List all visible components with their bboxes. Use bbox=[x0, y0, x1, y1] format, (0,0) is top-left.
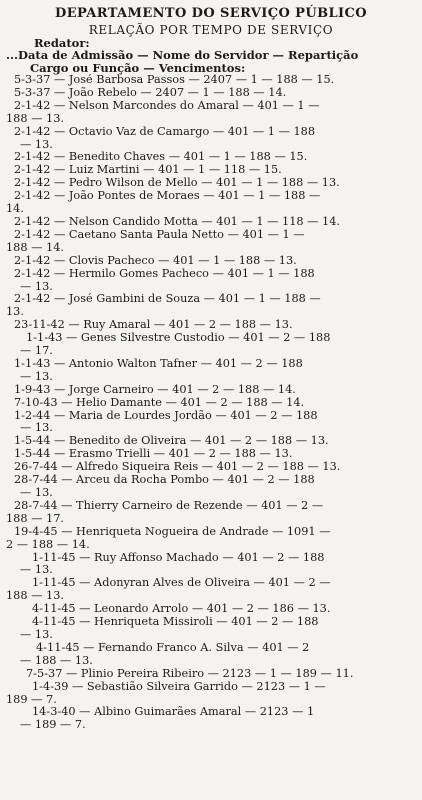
list-item: 7-10-43 — Helio Damante — 401 — 2 — 188 — 14. bbox=[14, 396, 305, 409]
servant-list bbox=[6, 74, 416, 732]
list-item: 14-3-40 — Albino Guimarães Amaral — 2123 — 1 bbox=[32, 706, 315, 719]
list-item: — 13. bbox=[20, 280, 53, 293]
list-item: — 13. bbox=[20, 422, 53, 435]
list-item: 28-7-44 — Thierry Carneiro de Rezende — 401 — 2 — bbox=[14, 499, 324, 512]
list-item: 4-11-45 — Henriqueta Missiroli — 401 — 2 — 188 bbox=[32, 616, 319, 629]
list-item: 188 — 17. bbox=[6, 512, 65, 525]
list-item: 2-1-42 — Hermilo Gomes Pacheco — 401 — 1 — 188 bbox=[14, 267, 315, 280]
document-title: DEPARTAMENTO DO SERVIÇO PÚBLICO bbox=[55, 6, 367, 21]
list-item: — 17. bbox=[20, 345, 53, 358]
list-item: 4-11-45 — Fernando Franco A. Silva — 401 — 2 bbox=[36, 641, 310, 654]
list-item: 5-3-37 — José Barbosa Passos — 2407 — 1 — 188 — 15. bbox=[14, 74, 335, 86]
list-item: — 13. bbox=[20, 487, 53, 499]
list-item: 2-1-42 — Caetano Santa Paula Netto — 401 — 1 — bbox=[14, 228, 305, 241]
list-item: 7-5-37 — Plinio Pereira Ribeiro — 2123 — 1 — 189 — 11. bbox=[26, 667, 354, 680]
list-item: 19-4-45 — Henriqueta Nogueira de Andrade — 1091 — bbox=[14, 525, 331, 538]
document-subtitle: RELAÇÃO POR TEMPO DE SERVIÇO bbox=[88, 23, 334, 37]
list-item: 1-4-39 — Sebastião Silveira Garrido — 2123 — 1 — bbox=[32, 680, 326, 693]
list-item: 188 — 13. bbox=[6, 112, 65, 125]
list-item: 1-5-44 — Benedito de Oliveira — 401 — 2 — 188 — 13. bbox=[14, 435, 329, 448]
list-item: 2 — 188 — 14. bbox=[6, 538, 90, 551]
list-item: 23-11-42 — Ruy Amaral — 401 — 2 — 188 — 13. bbox=[14, 319, 293, 332]
list-item: 1-11-45 — Ruy Affonso Machado — 401 — 2 — 188 bbox=[32, 551, 325, 564]
list-item: — 13. bbox=[20, 564, 53, 577]
list-item: 2-1-42 — João Pontes de Moraes — 401 — 1 — 188 — bbox=[14, 190, 321, 203]
list-item: — 13. bbox=[20, 370, 53, 383]
list-item: 2-1-42 — Clovis Pacheco — 401 — 1 — 188 — 13. bbox=[14, 254, 297, 267]
legend-line-2: Cargo ou Função — Vencimentos: bbox=[30, 60, 246, 75]
legend-line-1: ...Data de Admissão — Nome do Servidor — Repartição bbox=[6, 48, 359, 62]
list-item: 2-1-42 — Nelson Candido Motta — 401 — 1 — 118 — 14. bbox=[14, 215, 341, 228]
list-item: 5-3-37 — João Rebelo — 2407 — 1 — 188 — 14. bbox=[14, 86, 287, 99]
list-item: 2-1-42 — Benedito Chaves — 401 — 1 — 188 — 15. bbox=[14, 151, 308, 164]
column-legend bbox=[6, 49, 416, 74]
list-item: — 189 — 7. bbox=[20, 719, 86, 732]
list-item: 4-11-45 — Leonardo Arrolo — 401 — 2 — 186 — 13. bbox=[32, 603, 331, 616]
list-item: 14. bbox=[6, 203, 24, 216]
list-item: 28-7-44 — Arceu da Rocha Pombo — 401 — 2 — 188 bbox=[14, 474, 315, 487]
list-item: 2-1-42 — Luiz Martini — 401 — 1 — 118 — 15. bbox=[14, 164, 282, 177]
list-item: 1-11-45 — Adonyran Alves de Oliveira — 401 — 2 — bbox=[32, 577, 331, 590]
list-item: — 188 — 13. bbox=[20, 654, 93, 667]
list-item: 13. bbox=[6, 306, 24, 319]
list-item: 188 — 13. bbox=[6, 590, 65, 603]
list-item: — 13. bbox=[20, 628, 53, 641]
list-item: 2-1-42 — Octavio Vaz de Camargo — 401 — 1 — 188 bbox=[14, 125, 316, 138]
list-item: 1-2-44 — Maria de Lourdes Jordão — 401 — 2 — 188 bbox=[14, 409, 318, 422]
redator-label: Redator: bbox=[34, 36, 90, 50]
list-item: — 13. bbox=[20, 138, 53, 151]
list-item: 2-1-42 — Nelson Marcondes do Amaral — 401 — 1 — bbox=[14, 99, 320, 112]
list-item: 188 — 14. bbox=[6, 241, 65, 254]
list-item: 189 — 7. bbox=[6, 693, 57, 706]
list-item: 26-7-44 — Alfredo Siqueira Reis — 401 — 2 — 188 — 13. bbox=[14, 461, 341, 474]
list-item: 1-1-43 — Antonio Walton Tafner — 401 — 2 — 188 bbox=[14, 357, 303, 370]
list-item: 2-1-42 — José Gambini de Souza — 401 — 1 — 188 — bbox=[14, 293, 321, 306]
list-item: 1-5-44 — Erasmo Trielli — 401 — 2 — 188 — 13. bbox=[14, 448, 293, 461]
list-item: 2-1-42 — Pedro Wilson de Mello — 401 — 1 — 188 — 13. bbox=[14, 177, 340, 190]
list-item: 1-1-43 — Genes Silvestre Custodio — 401 — 2 — 188 bbox=[26, 332, 331, 345]
list-item: 1-9-43 — Jorge Carneiro — 401 — 2 — 188 — 14. bbox=[14, 383, 296, 396]
